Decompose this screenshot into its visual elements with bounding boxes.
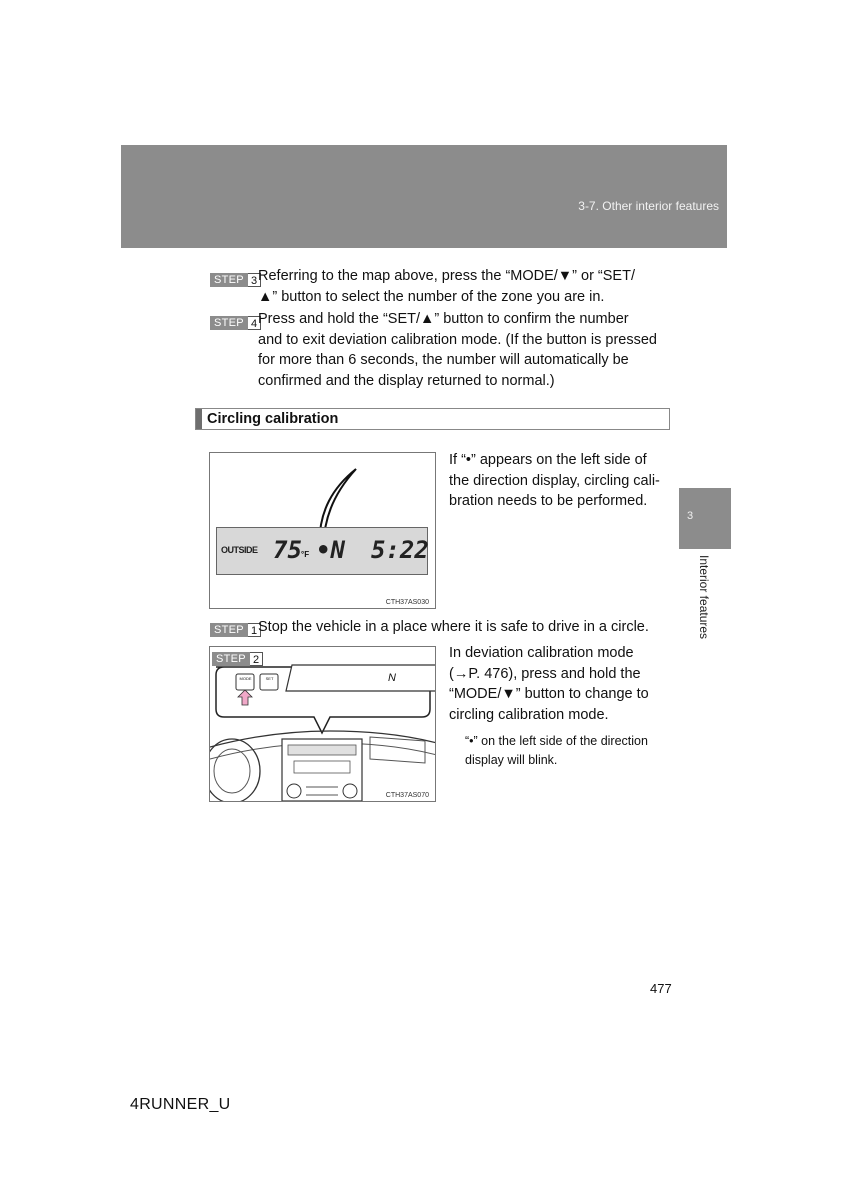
- step-3-line-2: ▲” button to select the number of the zone you are in.: [258, 288, 605, 305]
- outside-label: OUTSIDE: [221, 545, 258, 555]
- step-2-note: [465, 732, 675, 770]
- step-2-text: [449, 643, 667, 725]
- chapter-number: 3: [687, 510, 694, 522]
- step-1-badge: [210, 620, 261, 638]
- step-2-line-4: circling calibration mode.: [449, 706, 609, 723]
- heading-accent: [196, 409, 202, 429]
- page-number: 477: [650, 981, 672, 996]
- intro-line-2: the direction display, circling cali-: [449, 472, 660, 489]
- figure-direction-display: [209, 452, 436, 609]
- figure-code: CTH37AS030: [385, 599, 429, 606]
- step-3-badge: [210, 270, 261, 288]
- intro-line-3: bration needs to be performed.: [449, 493, 648, 509]
- step-4-line-2: and to exit deviation calibration mode. (If the button is pressed: [258, 331, 657, 348]
- chapter-tab: [679, 488, 731, 549]
- header-band: [121, 145, 727, 248]
- section-label: 3-7. Other interior features: [578, 199, 719, 213]
- section-heading: Circling calibration: [207, 411, 339, 427]
- step-word: STEP: [210, 623, 248, 637]
- step-word: STEP: [210, 273, 248, 287]
- step-2-line-2: (→P. 476), press and hold the: [449, 665, 641, 682]
- step-1-text: Stop the vehicle in a place where it is safe to drive in a circle.: [258, 619, 649, 635]
- section-heading-bar: [195, 408, 670, 430]
- step-4-badge: [210, 313, 261, 331]
- step-word: STEP: [210, 316, 248, 330]
- lcd-display: [216, 527, 428, 575]
- step-4-text: [258, 309, 667, 391]
- step-2-line-1: In deviation calibration mode: [449, 645, 634, 661]
- note-line-2: display will blink.: [465, 753, 558, 767]
- step-word: STEP: [212, 652, 250, 666]
- time-value: 5:22: [371, 536, 429, 564]
- step-number: 2: [250, 652, 263, 666]
- temperature-unit: °F: [301, 550, 310, 559]
- mode-button-label: MODE: [239, 676, 252, 681]
- display-direction-char: N: [388, 672, 396, 684]
- step-4-line-4: confirmed and the display returned to normal.): [258, 372, 555, 389]
- step-4-line-1: Press and hold the “SET/▲” button to confirm the number: [258, 311, 629, 327]
- temperature-value: 75: [273, 536, 302, 564]
- dashboard-illustration-icon: [210, 647, 436, 802]
- figure-code: CTH37AS070: [385, 792, 429, 799]
- step-2-line-3: “MODE/▼” button to change to: [449, 686, 649, 702]
- direction-value: •N: [316, 536, 345, 564]
- chapter-title: Interior features: [697, 555, 711, 640]
- figure-dashboard: [209, 646, 436, 802]
- note-line-1: “•” on the left side of the direction: [465, 734, 648, 748]
- step-number: 3: [248, 273, 261, 287]
- step-number: 4: [248, 316, 261, 330]
- step-3-text: [258, 266, 667, 307]
- circling-intro: [449, 450, 667, 512]
- set-button-label: SET: [265, 676, 274, 681]
- step-number: 1: [248, 623, 261, 637]
- step-3-line-1: Referring to the map above, press the “MODE/▼” or “SET/: [258, 268, 635, 284]
- intro-line-1: If “•” appears on the left side of: [449, 452, 647, 468]
- step-4-line-3: for more than 6 seconds, the number will automatically be: [258, 352, 629, 368]
- footer-model: 4RUNNER_U: [130, 1096, 231, 1113]
